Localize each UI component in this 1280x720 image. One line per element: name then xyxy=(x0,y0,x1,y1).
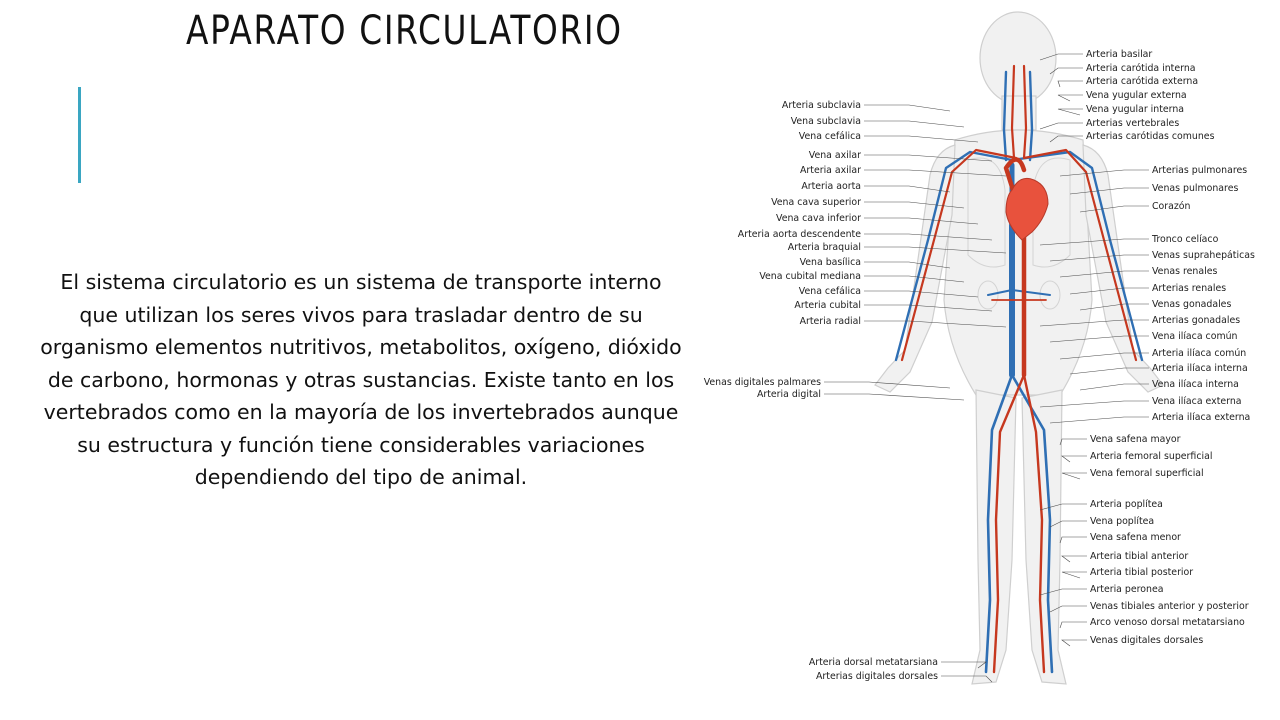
label-arterias-renales: Arterias renales xyxy=(1152,283,1227,294)
label-arteria-braquial: Arteria braquial xyxy=(787,242,861,253)
leader-line xyxy=(1062,456,1087,462)
head xyxy=(980,12,1056,104)
label-arterias-digitales-dorsales: Arterias digitales dorsales xyxy=(816,671,938,682)
label-arteria-iliaca-externa: Arteria ilíaca externa xyxy=(1152,412,1251,423)
label-arco-venoso-dorsal-metatarsiano: Arco venoso dorsal metatarsiano xyxy=(1090,617,1245,628)
label-vena-iliaca-comun: Vena ilíaca común xyxy=(1152,331,1238,342)
leader-line xyxy=(1062,556,1087,562)
label-arteria-iliaca-comun: Arteria ilíaca común xyxy=(1152,348,1247,359)
leader-line xyxy=(1050,417,1149,423)
leader-line xyxy=(1062,572,1087,578)
leader-line xyxy=(1040,123,1083,129)
leader-line xyxy=(824,394,964,400)
label-arteria-poplitea: Arteria poplítea xyxy=(1090,499,1163,510)
label-vena-cefalica-1: Vena cefálica xyxy=(798,131,861,142)
label-arteria-digital: Arteria digital xyxy=(756,389,821,400)
label-arteria-axilar: Arteria axilar xyxy=(800,165,861,176)
labels-left xyxy=(704,100,938,682)
label-arterias-vertebrales: Arterias vertebrales xyxy=(1086,118,1180,129)
circulatory-diagram-svg xyxy=(700,0,1260,720)
label-arteria-tibial-anterior: Arteria tibial anterior xyxy=(1090,551,1189,562)
label-arteria-carotida-externa: Arteria carótida externa xyxy=(1086,76,1199,87)
label-venas-tibiales-anterior-y-posterior: Venas tibiales anterior y posterior xyxy=(1090,601,1249,612)
label-vena-iliaca-interna: Vena ilíaca interna xyxy=(1152,379,1239,390)
label-arteria-radial: Arteria radial xyxy=(799,316,861,327)
leader-line xyxy=(1060,537,1087,543)
label-vena-yugular-interna: Vena yugular interna xyxy=(1086,104,1185,115)
label-arteria-aorta-descendente: Arteria aorta descendente xyxy=(737,229,861,240)
label-vena-safena-menor: Vena safena menor xyxy=(1090,532,1181,543)
labels-right xyxy=(1086,49,1255,646)
leader-line xyxy=(1058,109,1083,115)
label-vena-subclavia: Vena subclavia xyxy=(790,116,861,127)
label-arterias-gonadales: Arterias gonadales xyxy=(1152,315,1241,326)
label-vena-poplitea: Vena poplítea xyxy=(1090,516,1155,527)
label-vena-cubital-mediana: Vena cubital mediana xyxy=(759,271,861,282)
label-vena-cava-inferior: Vena cava inferior xyxy=(776,213,861,224)
label-arteria-aorta: Arteria aorta xyxy=(801,181,861,192)
leader-line xyxy=(864,105,950,111)
slide-title: APARATO CIRCULATORIO xyxy=(186,8,623,54)
label-venas-digitales-palmares: Venas digitales palmares xyxy=(703,377,821,388)
label-vena-iliaca-externa: Vena ilíaca externa xyxy=(1152,396,1242,407)
label-venas-renales: Venas renales xyxy=(1152,266,1218,277)
label-vena-axilar: Vena axilar xyxy=(808,150,861,161)
label-arteria-femoral-superficial: Arteria femoral superficial xyxy=(1090,451,1213,462)
label-vena-cava-superior: Vena cava superior xyxy=(771,197,861,208)
label-arteria-dorsal-metatarsiana: Arteria dorsal metatarsiana xyxy=(808,657,938,668)
label-venas-suprahepaticas: Venas suprahepáticas xyxy=(1152,250,1255,261)
leader-line xyxy=(1060,439,1087,445)
leader-line xyxy=(1058,81,1083,87)
leader-line xyxy=(864,121,964,127)
label-arterias-carotidas-comunes: Arterias carótidas comunes xyxy=(1086,131,1215,142)
label-venas-gonadales: Venas gonadales xyxy=(1152,299,1232,310)
leader-line xyxy=(1058,95,1083,101)
label-arteria-tibial-posterior: Arteria tibial posterior xyxy=(1090,567,1194,578)
label-arteria-subclavia: Arteria subclavia xyxy=(781,100,861,111)
label-corazon: Corazón xyxy=(1152,201,1191,212)
label-venas-digitales-dorsales: Venas digitales dorsales xyxy=(1090,635,1204,646)
leader-line xyxy=(1062,640,1087,646)
label-vena-basilica: Vena basílica xyxy=(799,257,861,268)
label-arteria-peronea: Arteria peronea xyxy=(1090,584,1164,595)
leader-line xyxy=(1080,384,1149,390)
label-venas-pulmonares: Venas pulmonares xyxy=(1152,183,1239,194)
label-tronco-celiaco: Tronco celíaco xyxy=(1152,234,1219,245)
right-leg xyxy=(972,390,1016,684)
title-accent-bar xyxy=(78,87,81,183)
label-vena-cefalica-2: Vena cefálica xyxy=(798,286,861,297)
leader-line xyxy=(1060,622,1087,628)
label-arteria-basilar: Arteria basilar xyxy=(1086,49,1153,60)
label-arteria-iliaca-interna: Arteria ilíaca interna xyxy=(1152,363,1248,374)
leader-line xyxy=(1062,473,1087,479)
circulatory-diagram xyxy=(700,0,1260,720)
label-arteria-cubital: Arteria cubital xyxy=(794,300,861,311)
label-vena-yugular-externa: Vena yugular externa xyxy=(1086,90,1187,101)
label-arteria-carotida-interna: Arteria carótida interna xyxy=(1086,63,1196,74)
label-arterias-pulmonares: Arterias pulmonares xyxy=(1152,165,1248,176)
label-vena-safena-mayor: Vena safena mayor xyxy=(1090,434,1181,445)
label-vena-femoral-superficial: Vena femoral superficial xyxy=(1090,468,1204,479)
slide-body-text: El sistema circulatorio es un sistema de transporte interno que utilizan los seres vivos para trasladar dentro de su organismo elementos nutritivos, metabolitos, oxígeno, dióxido de carbono, hormonas y otras sustancias. Existe tanto en los vertebrados como en la mayoría de los invertebrados aunque su estructura y función tiene considerables variaciones dependiendo del tipo de animal. xyxy=(40,270,682,489)
